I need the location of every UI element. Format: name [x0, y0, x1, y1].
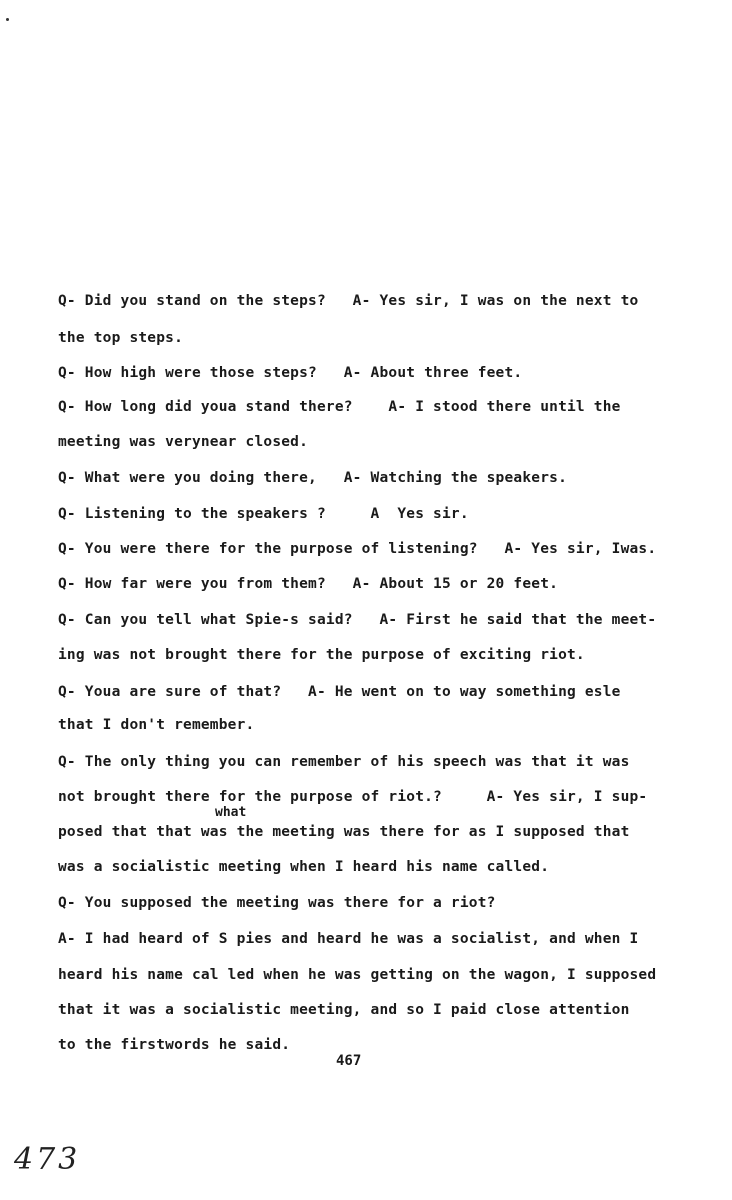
transcript-line: Q- How high were those steps? A- About three feet. [58, 365, 523, 381]
transcript-line: not brought there for the purpose of riot.? A- Yes sir, I sup- [58, 789, 648, 805]
interlinear-insertion: what [215, 805, 247, 820]
transcript-line: A- I had heard of S pies and heard he was a socialist, and when I [58, 931, 639, 947]
transcript-line: Q- Listening to the speakers ? A Yes sir. [58, 506, 469, 522]
transcript-line: Q- Can you tell what Spie-s said? A- First he said that the meet- [58, 612, 657, 628]
transcript-line: to the firstwords he said. [58, 1037, 291, 1053]
transcript-line: posed that that was the meeting was there for as I supposed that [58, 824, 630, 840]
transcript-line: was a socialistic meeting when I heard his name called. [58, 859, 550, 875]
transcript-line: Q- Youa are sure of that? A- He went on to way something esle [58, 684, 621, 700]
transcript-line: Q- Did you stand on the steps? A- Yes sir, I was on the next to [58, 293, 639, 309]
transcript-line: heard his name cal led when he was getting on the wagon, I supposed [58, 967, 657, 983]
scan-speck [6, 18, 9, 21]
transcript-line: that it was a socialistic meeting, and so I paid close attention [58, 1002, 630, 1018]
transcript-line: the top steps. [58, 330, 184, 346]
transcript-line: Q- The only thing you can remember of his speech was that it was [58, 754, 630, 770]
page-number: 467 [336, 1053, 362, 1069]
transcript-line: meeting was verynear closed. [58, 434, 309, 450]
transcript-line: ing was not brought there for the purpose of exciting riot. [58, 647, 585, 663]
transcript-line: Q- What were you doing there, A- Watching the speakers. [58, 470, 567, 486]
handwritten-page-number: 473 [14, 1142, 81, 1177]
transcript-line: Q- You supposed the meeting was there for a riot? [58, 895, 496, 911]
transcript-line: Q- How far were you from them? A- About 15 or 20 feet. [58, 576, 559, 592]
transcript-line: Q- You were there for the purpose of listening? A- Yes sir, Iwas. [58, 541, 657, 557]
transcript-line: that I don't remember. [58, 717, 255, 733]
transcript-line: Q- How long did youa stand there? A- I stood there until the [58, 399, 621, 415]
